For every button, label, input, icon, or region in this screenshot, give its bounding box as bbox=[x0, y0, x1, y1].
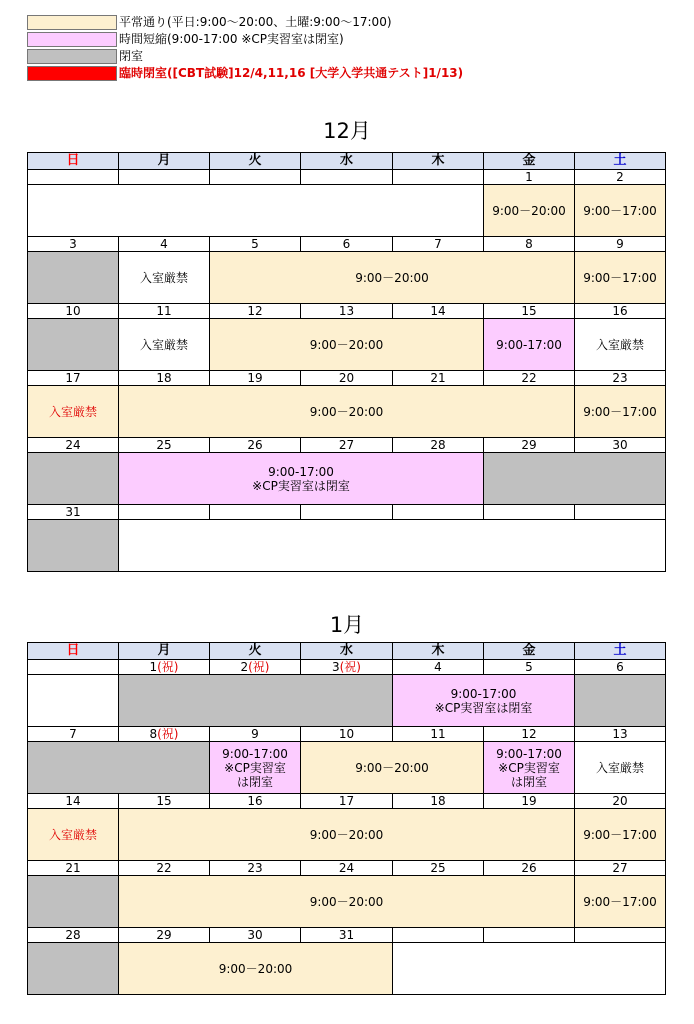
day-number-text: 9 bbox=[251, 727, 259, 741]
day-number bbox=[209, 504, 301, 520]
day-number-text: 19 bbox=[521, 794, 537, 808]
day-number bbox=[300, 726, 393, 742]
status-block-open: 9:00－17:00 bbox=[574, 875, 666, 928]
day-number bbox=[27, 303, 119, 319]
legend-open-label: 平常通り(平日:9:00～20:00、土曜:9:00～17:00) bbox=[119, 15, 392, 29]
day-number-text: 27 bbox=[612, 861, 628, 875]
day-number bbox=[574, 927, 666, 943]
status-block-white bbox=[27, 674, 119, 727]
day-number bbox=[300, 793, 393, 809]
weekday-header: 木 bbox=[392, 642, 484, 660]
day-number-text: 12 bbox=[247, 304, 263, 318]
day-number bbox=[27, 370, 119, 386]
status-block-emergency: 入室厳禁 bbox=[574, 741, 666, 794]
day-number-text: 8 bbox=[525, 237, 533, 251]
calendar-january bbox=[27, 642, 665, 995]
day-number-text: 14 bbox=[430, 304, 446, 318]
day-number bbox=[392, 659, 484, 675]
status-block-open: 9:00－20:00 bbox=[118, 875, 575, 928]
day-number bbox=[27, 437, 119, 453]
day-number bbox=[27, 927, 119, 943]
day-number-text: 6 bbox=[342, 237, 351, 251]
legend-emergency-label: 臨時閉室([CBT試験]12/4,11,16 [大学入学共通テスト]1/13) bbox=[119, 66, 464, 80]
day-number bbox=[300, 504, 393, 520]
day-number bbox=[574, 726, 666, 742]
day-number-text: 13 bbox=[338, 304, 355, 318]
day-number-text: 1 bbox=[149, 660, 158, 674]
day-number-text: 16 bbox=[247, 794, 263, 808]
day-number bbox=[574, 860, 666, 876]
day-number bbox=[483, 437, 575, 453]
day-number bbox=[27, 726, 119, 742]
day-number-text: 23 bbox=[612, 371, 628, 385]
day-number-text: 5 bbox=[251, 237, 259, 251]
day-number-text: 17 bbox=[65, 371, 81, 385]
day-number bbox=[300, 437, 393, 453]
day-number bbox=[483, 927, 575, 943]
day-number bbox=[118, 370, 210, 386]
status-block-closed bbox=[27, 251, 119, 304]
legend-short-label: 時間短縮(9:00-17:00 ※CP実習室は閉室) bbox=[119, 32, 344, 46]
day-number-text: 18 bbox=[430, 794, 446, 808]
status-block-closed bbox=[27, 741, 210, 794]
day-number-text: 7 bbox=[434, 237, 442, 251]
day-number-text: 21 bbox=[430, 371, 446, 385]
day-number-text: 28 bbox=[430, 438, 446, 452]
day-number-text: 3 bbox=[69, 237, 77, 251]
weekday-header: 土 bbox=[574, 152, 666, 170]
day-number bbox=[118, 504, 210, 520]
status-block-closed bbox=[118, 674, 393, 727]
day-number-text: 31 bbox=[338, 928, 355, 942]
day-number bbox=[209, 370, 301, 386]
legend-closed-swatch bbox=[27, 49, 117, 64]
day-number bbox=[118, 437, 210, 453]
day-number-text: 6 bbox=[616, 660, 624, 674]
day-number-text: 2 bbox=[616, 170, 624, 184]
day-number-text: 18 bbox=[156, 371, 172, 385]
status-block-open: 9:00－17:00 bbox=[574, 184, 666, 237]
day-number bbox=[392, 236, 484, 252]
day-number bbox=[483, 169, 575, 185]
day-number-text: 10 bbox=[338, 727, 355, 741]
day-number bbox=[574, 793, 666, 809]
day-number bbox=[483, 659, 575, 675]
day-number-text: 17 bbox=[338, 794, 355, 808]
day-number bbox=[300, 659, 393, 675]
day-number-text: 22 bbox=[156, 861, 172, 875]
day-number bbox=[483, 793, 575, 809]
status-block-closed bbox=[27, 875, 119, 928]
day-number bbox=[209, 236, 301, 252]
day-number-text: 15 bbox=[521, 304, 537, 318]
weekday-header: 火 bbox=[209, 152, 301, 170]
day-number-text: 7 bbox=[69, 727, 77, 741]
day-number bbox=[392, 504, 484, 520]
day-number bbox=[209, 437, 301, 453]
status-block-short: 9:00-17:00 ※CP実習室は閉室 bbox=[118, 452, 484, 505]
day-number bbox=[300, 370, 393, 386]
status-block-open: 9:00－17:00 bbox=[574, 808, 666, 861]
legend-open-swatch bbox=[27, 15, 117, 30]
status-block-open: 入室厳禁 bbox=[27, 385, 119, 438]
day-number bbox=[209, 303, 301, 319]
day-number bbox=[483, 726, 575, 742]
day-number bbox=[209, 659, 301, 675]
day-number-text: 10 bbox=[65, 304, 81, 318]
weekday-header: 月 bbox=[118, 642, 210, 660]
day-number bbox=[392, 860, 484, 876]
day-number-text: 24 bbox=[338, 861, 355, 875]
day-number-text: 30 bbox=[247, 928, 263, 942]
day-number bbox=[574, 437, 666, 453]
status-block-open: 9:00－20:00 bbox=[118, 808, 575, 861]
status-block-closed bbox=[27, 942, 119, 995]
day-number-text: 23 bbox=[247, 861, 263, 875]
day-number-text: 20 bbox=[612, 794, 628, 808]
day-number bbox=[574, 504, 666, 520]
day-number-text: 31 bbox=[65, 505, 81, 519]
day-number bbox=[118, 793, 210, 809]
status-block-open: 9:00－20:00 bbox=[118, 385, 575, 438]
day-number-text: 13 bbox=[612, 727, 628, 741]
status-block-open: 9:00－20:00 bbox=[483, 184, 575, 237]
day-number bbox=[392, 169, 484, 185]
day-number-text: 26 bbox=[247, 438, 263, 452]
status-block-closed bbox=[27, 452, 119, 505]
day-number bbox=[392, 437, 484, 453]
day-number bbox=[300, 927, 393, 943]
status-block-short: 9:00-17:00 ※CP実習室 は閉室 bbox=[483, 741, 575, 794]
day-number-text: 3 bbox=[331, 660, 340, 674]
day-number-text: 29 bbox=[521, 438, 537, 452]
legend-closed-label: 閉室 bbox=[119, 49, 144, 63]
day-number bbox=[300, 169, 393, 185]
day-number bbox=[209, 169, 301, 185]
weekday-header: 水 bbox=[300, 642, 393, 660]
status-block-emergency: 入室厳禁 bbox=[118, 318, 210, 371]
calendar-december bbox=[27, 152, 665, 572]
day-number bbox=[118, 169, 210, 185]
day-number-text: 24 bbox=[65, 438, 81, 452]
day-number-text: 16 bbox=[612, 304, 628, 318]
day-number-text: 25 bbox=[156, 438, 172, 452]
day-number bbox=[209, 726, 301, 742]
status-block-short: 9:00-17:00 ※CP実習室 は閉室 bbox=[209, 741, 301, 794]
day-number-text: 11 bbox=[430, 727, 446, 741]
day-number bbox=[27, 860, 119, 876]
day-number bbox=[483, 860, 575, 876]
weekday-header: 日 bbox=[27, 642, 119, 660]
day-number bbox=[392, 927, 484, 943]
status-block-open: 9:00－17:00 bbox=[574, 385, 666, 438]
day-number bbox=[209, 793, 301, 809]
status-block-open: 9:00－20:00 bbox=[300, 741, 484, 794]
day-number-text: 25 bbox=[430, 861, 446, 875]
day-number bbox=[118, 236, 210, 252]
weekday-header: 金 bbox=[483, 642, 575, 660]
day-number bbox=[574, 370, 666, 386]
status-block-white bbox=[118, 519, 666, 572]
status-block-open: 9:00－20:00 bbox=[209, 251, 575, 304]
status-block-closed bbox=[483, 452, 666, 505]
day-number bbox=[483, 303, 575, 319]
day-number bbox=[574, 659, 666, 675]
day-number-text: 26 bbox=[521, 861, 537, 875]
day-number bbox=[574, 169, 666, 185]
holiday-marker: (祝) bbox=[339, 660, 361, 674]
day-number bbox=[483, 370, 575, 386]
day-number-text: 8 bbox=[149, 727, 158, 741]
status-block-emergency: 入室厳禁 bbox=[118, 251, 210, 304]
day-number-text: 20 bbox=[338, 371, 355, 385]
day-number-text: 12 bbox=[521, 727, 537, 741]
day-number bbox=[300, 303, 393, 319]
legend-emergency-swatch bbox=[27, 66, 117, 81]
day-number-text: 22 bbox=[521, 371, 537, 385]
weekday-header: 土 bbox=[574, 642, 666, 660]
day-number-text: 2 bbox=[240, 660, 249, 674]
day-number bbox=[27, 504, 119, 520]
status-block-open: 9:00－20:00 bbox=[209, 318, 484, 371]
day-number bbox=[27, 236, 119, 252]
weekday-header: 木 bbox=[392, 152, 484, 170]
day-number bbox=[574, 303, 666, 319]
weekday-header: 火 bbox=[209, 642, 301, 660]
day-number-text: 30 bbox=[612, 438, 628, 452]
legend-short-swatch bbox=[27, 32, 117, 47]
weekday-header: 日 bbox=[27, 152, 119, 170]
month-title-december: 12月 bbox=[323, 119, 371, 143]
day-number bbox=[118, 303, 210, 319]
status-block-open: 9:00－17:00 bbox=[574, 251, 666, 304]
status-block-closed bbox=[27, 519, 119, 572]
day-number-text: 28 bbox=[65, 928, 81, 942]
month-title-january: 1月 bbox=[329, 613, 365, 637]
day-number-text: 1 bbox=[525, 170, 533, 184]
weekday-header: 金 bbox=[483, 152, 575, 170]
day-number bbox=[300, 236, 393, 252]
day-number bbox=[483, 236, 575, 252]
day-number bbox=[392, 726, 484, 742]
day-number bbox=[209, 927, 301, 943]
day-number-text: 5 bbox=[525, 660, 533, 674]
day-number-text: 14 bbox=[65, 794, 81, 808]
status-block-short: 9:00-17:00 bbox=[483, 318, 575, 371]
weekday-header: 月 bbox=[118, 152, 210, 170]
day-number bbox=[392, 793, 484, 809]
day-number bbox=[118, 860, 210, 876]
status-block-open: 9:00－20:00 bbox=[118, 942, 393, 995]
weekday-header: 水 bbox=[300, 152, 393, 170]
day-number bbox=[574, 236, 666, 252]
day-number bbox=[300, 860, 393, 876]
status-block-closed bbox=[27, 318, 119, 371]
status-block-white bbox=[27, 184, 484, 237]
day-number bbox=[27, 793, 119, 809]
day-number bbox=[209, 860, 301, 876]
status-block-white bbox=[392, 942, 666, 995]
day-number-text: 27 bbox=[338, 438, 355, 452]
day-number bbox=[118, 726, 210, 742]
day-number bbox=[118, 659, 210, 675]
day-number bbox=[483, 504, 575, 520]
day-number-text: 29 bbox=[156, 928, 172, 942]
day-number bbox=[27, 169, 119, 185]
day-number-text: 4 bbox=[434, 660, 442, 674]
day-number-text: 4 bbox=[160, 237, 168, 251]
status-block-open: 入室厳禁 bbox=[27, 808, 119, 861]
holiday-marker: (祝) bbox=[157, 727, 179, 741]
status-block-emergency: 入室厳禁 bbox=[574, 318, 666, 371]
holiday-marker: (祝) bbox=[157, 660, 179, 674]
day-number-text: 19 bbox=[247, 371, 263, 385]
holiday-marker: (祝) bbox=[248, 660, 270, 674]
day-number bbox=[27, 659, 119, 675]
status-block-closed bbox=[574, 674, 666, 727]
day-number-text: 21 bbox=[65, 861, 81, 875]
day-number bbox=[392, 370, 484, 386]
status-block-short: 9:00-17:00 ※CP実習室は閉室 bbox=[392, 674, 575, 727]
day-number-text: 11 bbox=[156, 304, 172, 318]
day-number-text: 9 bbox=[616, 237, 624, 251]
day-number bbox=[118, 927, 210, 943]
day-number bbox=[392, 303, 484, 319]
day-number-text: 15 bbox=[156, 794, 172, 808]
